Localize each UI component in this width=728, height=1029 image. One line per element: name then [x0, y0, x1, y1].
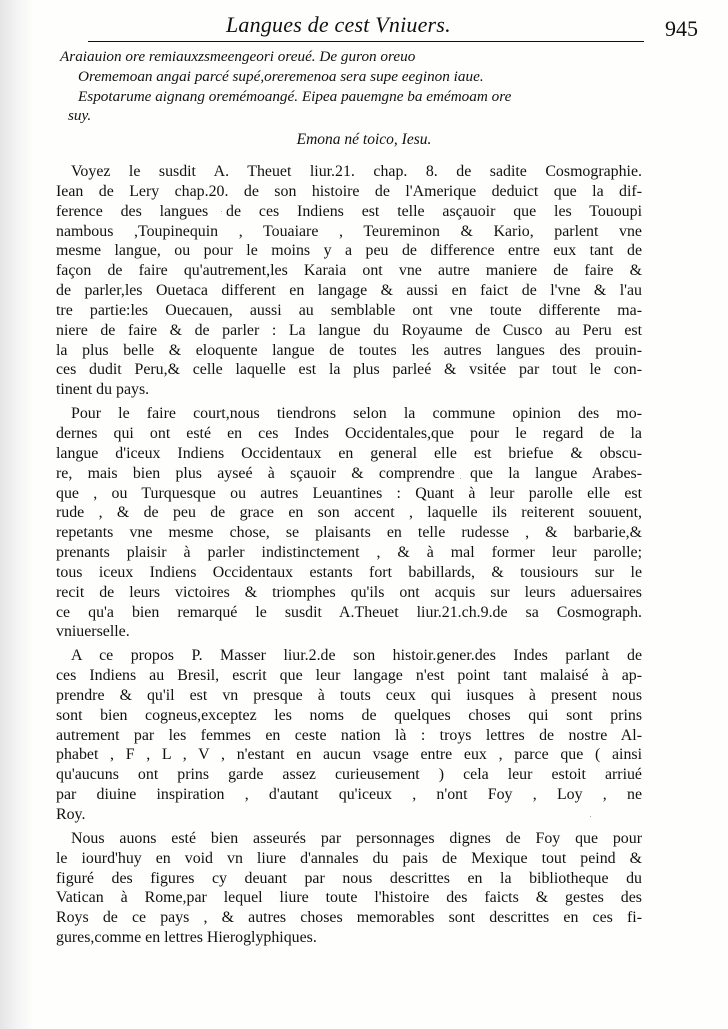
text-line: mesme langue, ou pour le moins y a peu de difference entre eux tant de — [56, 242, 642, 260]
text-line: Iean de Lery chap.20. de son histoire de l'Amerique deduict que la dif- — [56, 182, 642, 200]
text-line: ces Indiens au Bresil, escrit que leur langage n'est point tant malaisé à ap- — [56, 667, 642, 685]
text-line: autrement par les femmes en ceste nation là : troys lettres de nostre Al- — [56, 726, 642, 744]
text-line: tinent du pays. — [56, 381, 150, 399]
paper-speck — [460, 478, 461, 479]
text-line: Voyez le susdit A. Theuet liur.21. chap. 8. de sadite Cosmographie. — [71, 163, 642, 180]
text-line: le iourd'huy en void vn liure d'annales du pais de Mexique tout peind & — [56, 849, 642, 867]
verse-block — [60, 47, 630, 126]
text-line: par diuine inspiration , d'autant qu'iceux , n'ont Foy , Loy , ne — [56, 786, 642, 804]
scan-edge-shadow — [0, 0, 34, 1029]
running-head-title: Langues de cest Vniuers. — [226, 12, 451, 37]
paper-speck — [221, 211, 222, 212]
text-line: que , ou Turquesque ou autres Leuantines : Quant à leur parolle elle est — [56, 484, 642, 502]
text-line: langue d'iceux Indiens Occidentaux en general elle est briefue & obscu- — [56, 444, 642, 462]
text-line: niere de faire & de parler : La langue du Royaume de Cusco au Peru est — [56, 321, 642, 339]
paragraph-3 — [56, 646, 642, 825]
page-number: 945 — [665, 16, 698, 41]
verse-line: Orememoan angai parcé supé,oreremenoa sera supe eeginon iaue. — [78, 67, 484, 85]
text-line: repetants vne mesme chose, se plaisants en telle rudesse , & barbarie,& — [56, 524, 642, 542]
text-line: rude , & de peu de grace en son accent , laquelle ils reiterent souuent, — [56, 504, 642, 522]
text-line: dernes qui ont esté en ces Indes Occidentales,que pour le regard de la — [56, 424, 642, 442]
text-line: vniuerselle. — [56, 623, 130, 641]
verse-line: Espotarume aignang oremémoangé. Eipea pauemgne ba emémoam ore — [78, 87, 512, 105]
text-line: recit de leurs victoires & triomphes qu'ils ont acquis sur leurs aduersaires — [56, 583, 642, 601]
text-line: tous iceux Indiens Occidentaux estants fort babillards, & tousiours sur le — [56, 563, 642, 581]
text-line: la plus belle & eloquente langue de toutes les autres langues des prouin- — [56, 341, 642, 359]
text-line: Roys de ce pays , & autres choses memorables sont descrittes en ces fi- — [56, 909, 642, 927]
text-line: tre partie:les Ouecauen, aussi au semblable ont vne toute differente ma- — [56, 301, 642, 319]
verse-line: Araiauion ore remiauxzsmeengeori oreué. De guron oreuo — [60, 48, 416, 65]
text-line: figuré des figures cy deuant par nous descrittes en la bibliotheque du — [56, 869, 642, 887]
text-line: phabet , F , L , V , n'estant en aucun vsage entre eux , parce que ( ainsi — [56, 746, 642, 764]
text-line: ference des langues de ces Indiens est telle asçauoir que les Tououpi — [56, 202, 642, 220]
body-text — [56, 162, 642, 948]
text-line: Roy. — [56, 806, 86, 823]
text-line: ce qu'a bien remarqué le susdit A.Theuet liur.21.ch.9.de sa Cosmograph. — [56, 603, 642, 621]
text-line: Pour le faire court,nous tiendrons selon la commune opinion des mo- — [71, 405, 642, 423]
text-line: ces dudit Peru,& celle laquelle est la plus parleé & vsitée par tout le con- — [56, 361, 642, 379]
text-line: A ce propos P. Masser liur.2.de son histoir.gener.des Indes parlant de — [71, 647, 642, 665]
paragraph-2 — [56, 404, 642, 642]
text-line: Vatican à Rome,par lequel liure toute l'histoire des faicts & gestes des — [56, 889, 642, 907]
text-line: re, mais bien plus ayseé à sçauoir & comprendre que la langue Arabes- — [56, 464, 642, 482]
text-line: gures,comme en lettres Hieroglyphiques. — [56, 929, 317, 947]
text-line: façon de faire qu'autrement,les Karaia ont vne autre maniere de faire & — [56, 262, 642, 280]
text-line: sont bien cogneus,exceptez les noms de quelques choses qui sont prins — [56, 706, 642, 724]
verse-signature: Emona né toico, Iesu. — [296, 131, 432, 148]
text-line: prenants plaisir à parler indistinctement , & à mal former leur parolle; — [56, 544, 642, 562]
text-line: de parler,les Ouetaca different en langage & aussi en faict de l'vne & l'au — [56, 282, 642, 300]
text-line: Nous auons esté bien asseurés par personnages dignes de Foy que pour — [71, 829, 642, 847]
paper-speck — [590, 816, 591, 817]
header-rule — [88, 41, 644, 42]
paragraph-4 — [56, 829, 642, 948]
text-line: nambous ,Toupinequin , Touaiare , Teureminon & Kario, parlent vne — [56, 222, 642, 240]
text-line: prendre & qu'il est vn presque à touts ceux qui iusques à present nous — [56, 686, 642, 704]
paragraph-1 — [56, 162, 642, 400]
text-line: qu'aucuns ont prins garde assez curieusement ) cela leur estoit arriué — [56, 766, 642, 784]
verse-line: suy. — [68, 107, 92, 125]
